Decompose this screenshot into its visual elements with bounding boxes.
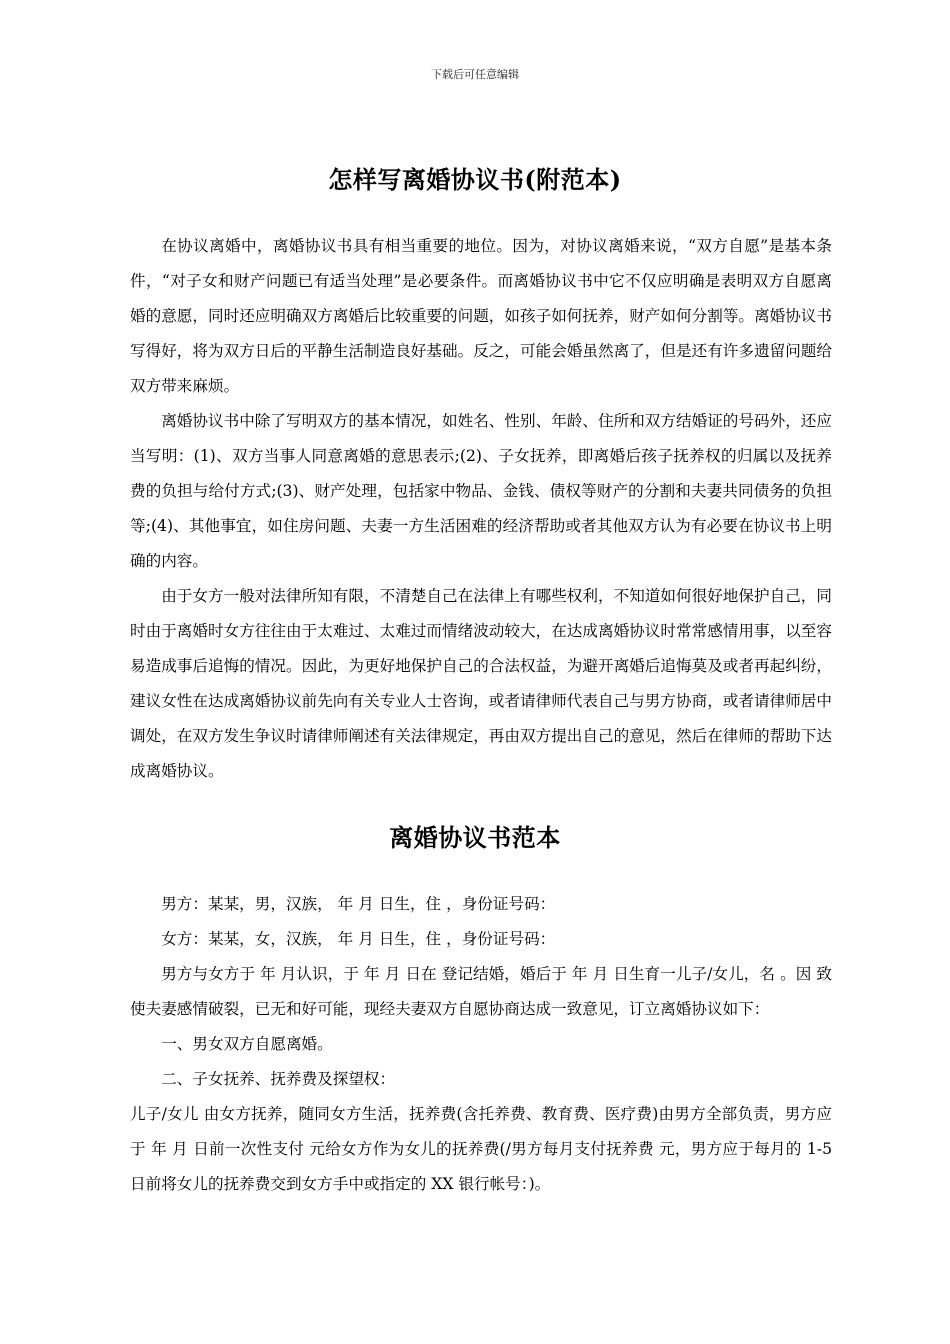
agreement-intro: 男方与女方于 年 月认识，于 年 月 日在 登记结婚，婚后于 年 月 日生育一儿子/女儿，名 。因 致使夫妻感情破裂，已无和好可能，现经夫妻双方自愿协商达成一致意见，订立离婚协议如下： bbox=[130, 965, 832, 1018]
clause-2-body: 儿子/女儿 由女方抚养，随同女方生活，抚养费(含托养费、教育费、医疗费)由男方全部负责，男方应于 年 月 日前一次性支付 元给女方作为女儿的抚养费(/男方每月支付抚养费 元，男方应于每月的 1-5 日前将女儿的抚养费交到女方手中或指定的 XX 银行帐号：)。 bbox=[130, 1105, 832, 1193]
template-body bbox=[130, 887, 832, 1202]
clause-1: 一、男女双方自愿离婚。 bbox=[161, 1035, 333, 1053]
header-note: 下载后可任意编辑 bbox=[431, 68, 519, 81]
article-body bbox=[130, 229, 832, 789]
clause-2-heading: 二、子女抚养、抚养费及探望权： bbox=[161, 1070, 396, 1088]
template-title: 离婚协议书范本 bbox=[389, 823, 561, 852]
female-party-line: 女方：某某，女，汉族， 年 月 日生，住 ，身份证号码： bbox=[161, 930, 556, 948]
article-paragraph-3: 由于女方一般对法律所知有限，不清楚自己在法律上有哪些权利，不知道如何很好地保护自己，同时由于离婚时女方往往由于太难过、太难过而情绪波动较大，在达成离婚协议时常常感情用事，以至容易造成事后追悔的情况。因此，为更好地保护自己的合法权益，为避开离婚后追悔莫及或者再起纠纷，建议女性在达成离婚协议前先向有关专业人士咨询，或者请律师代表自己与男方协商，或者请律师居中调处，在双方发生争议时请律师阐述有关法律规定，再由双方提出自己的意见，然后在律师的帮助下达成离婚协议。 bbox=[130, 587, 832, 780]
male-party-line: 男方：某某，男，汉族， 年 月 日生，住 ，身份证号码： bbox=[161, 895, 556, 913]
article-paragraph-2: 离婚协议书中除了写明双方的基本情况，如姓名、性别、年龄、住所和双方结婚证的号码外，还应当写明：(1)、双方当事人同意离婚的意思表示;(2)、子女抚养，即离婚后孩子抚养权的归属以及抚养费的负担与给付方式;(3)、财产处理，包括家中物品、金钱、债权等财产的分割和夫妻共同债务的负担等;(4)、其他事宜，如住房问题、夫妻一方生活困难的经济帮助或者其他双方认为有必要在协议书上明确的内容。 bbox=[130, 412, 832, 570]
article-paragraph-1: 在协议离婚中，离婚协议书具有相当重要的地位。因为，对协议离婚来说，“双方自愿”是基本条件，“对子女和财产问题已有适当处理”是必要条件。而离婚协议书中它不仅应明确是表明双方自愿离婚的意愿，同时还应明确双方离婚后比较重要的问题，如孩子如何抚养，财产如何分割等。离婚协议书写得好，将为双方日后的平静生活制造良好基础。反之，可能会婚虽然离了，但是还有许多遗留问题给双方带来麻烦。 bbox=[130, 237, 832, 395]
article-title: 怎样写离婚协议书(附范本) bbox=[328, 165, 622, 194]
